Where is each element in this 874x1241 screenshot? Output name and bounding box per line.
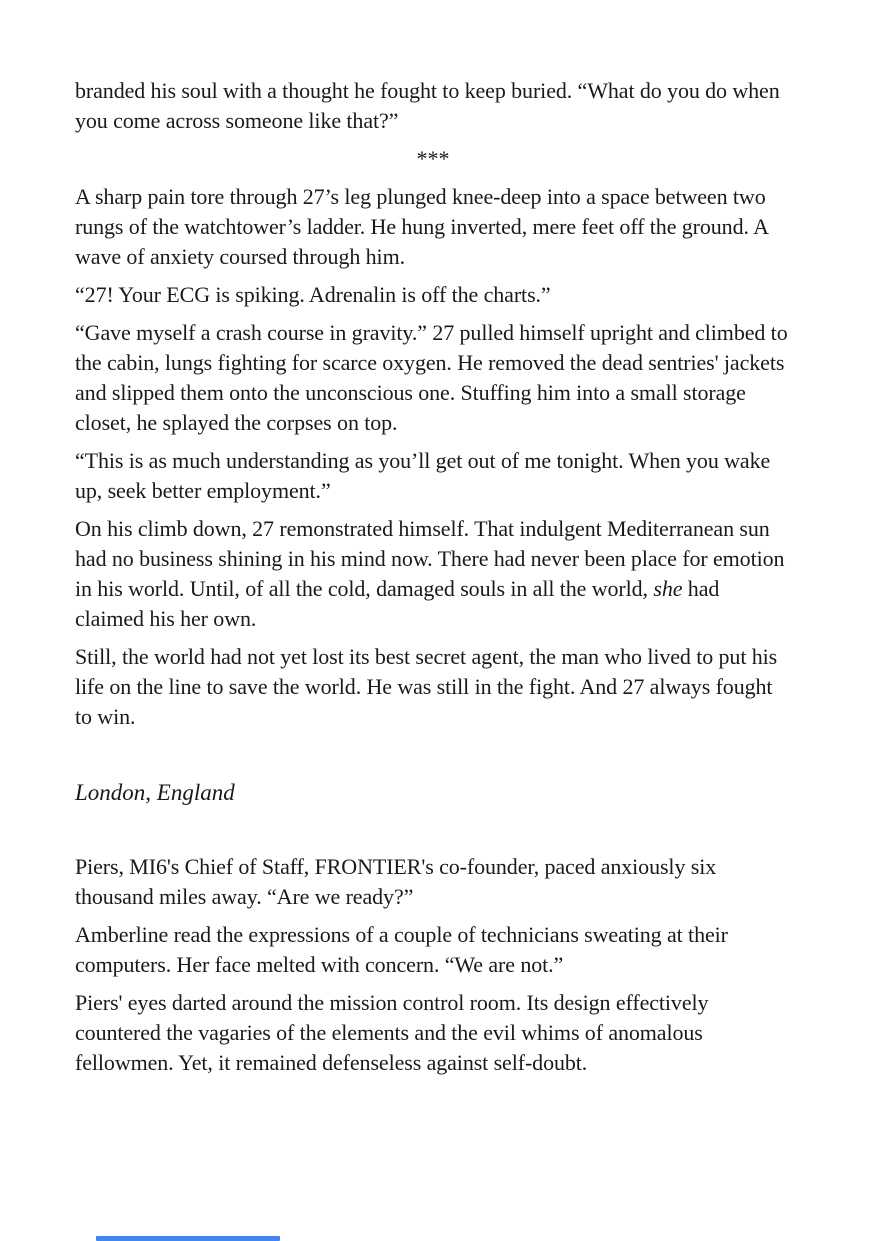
- paragraph: [75, 514, 791, 634]
- paragraph: Amberline read the expressions of a couple of technicians sweating at their computers. Her face melted with concern. “We are not.”: [75, 922, 728, 977]
- paragraph: Still, the world had not yet lost its best secret agent, the man who lived to put his life on the line to save the world. He was still in the fight. And 27 always fought to win.: [75, 644, 778, 729]
- paragraph-segment: had claimed his her own.: [75, 576, 720, 631]
- paragraph: Piers, MI6's Chief of Staff, FRONTIER's co-founder, paced anxiously six thousand miles away. “Are we ready?”: [75, 854, 717, 909]
- page-text-column: [75, 76, 791, 1086]
- emphasized-word: she: [653, 576, 683, 601]
- paragraph: “27! Your ECG is spiking. Adrenalin is off the charts.”: [75, 282, 551, 307]
- paragraph: Piers' eyes darted around the mission control room. Its design effectively countered the vagaries of the elements and the evil whims of anomalous fellowmen. Yet, it remained defenseless against self-doubt.: [75, 990, 709, 1075]
- paragraph: “Gave myself a crash course in gravity.” 27 pulled himself upright and climbed to the cabin, lungs fighting for scarce oxygen. He removed the dead sentries' jackets and slipped them onto the unconscious one. Stuffing him into a small storage closet, he splayed the corpses on top.: [75, 320, 788, 435]
- paragraph-segment: On his climb down, 27 remonstrated himself. That indulgent Mediterranean sun had no business shining in his mind now. There had never been place for emotion in his world. Until, of all the cold, damaged souls in all the world,: [75, 516, 785, 601]
- reading-progress-bar[interactable]: [96, 1236, 280, 1241]
- paragraph: “This is as much understanding as you’ll get out of me tonight. When you wake up, seek better employment.”: [75, 448, 771, 503]
- paragraph: A sharp pain tore through 27’s leg plunged knee-deep into a space between two rungs of the watchtower’s ladder. He hung inverted, mere feet off the ground. A wave of anxiety coursed through him.: [75, 184, 768, 269]
- paragraph: branded his soul with a thought he fought to keep buried. “What do you do when you come across someone like that?”: [75, 78, 780, 133]
- scene-break-separator: ***: [416, 146, 450, 171]
- scene-heading: London, England: [75, 780, 235, 805]
